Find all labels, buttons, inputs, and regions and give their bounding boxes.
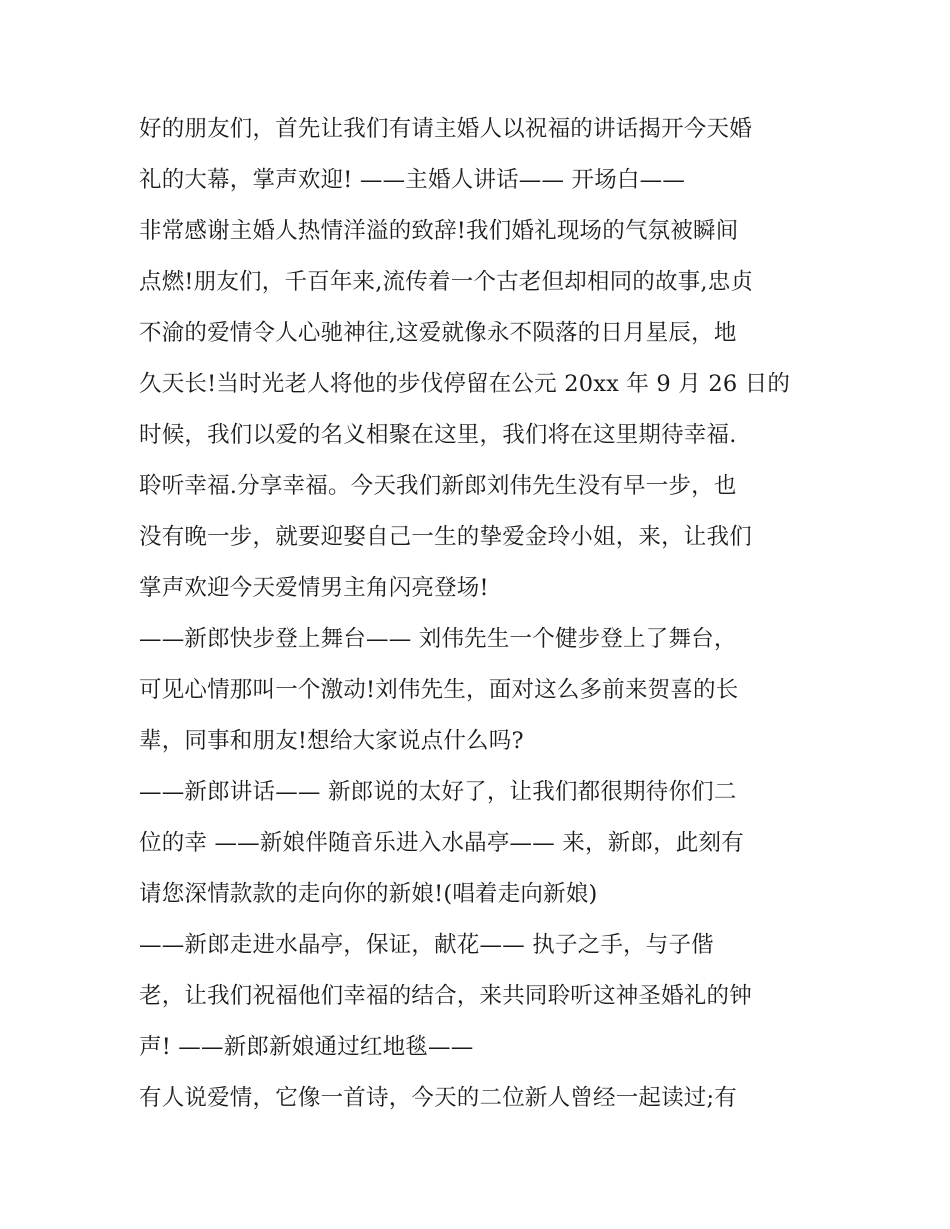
text-line: 不渝的爱情令人心驰神往,这爱就像永不陨落的日月星辰，地 [139, 320, 737, 346]
text-line: 礼的大幕，掌声欢迎! ——主婚人讲话—— 开场白—— [139, 167, 686, 193]
text-line: 有人说爱情，它像一首诗，今天的二位新人曾经一起读过;有 [139, 1085, 737, 1111]
text-line: ——新郎快步登上舞台—— 刘伟先生一个健步登上了舞台， [139, 626, 737, 652]
text-line: 请您深情款款的走向你的新娘!(唱着走向新娘) [139, 881, 598, 907]
text-line: 时候，我们以爱的名义相聚在这里，我们将在这里期待幸福. [139, 422, 737, 448]
text-line: 聆听幸福.分享幸福。今天我们新郎刘伟先生没有早一步，也 [139, 473, 737, 499]
text-line: 没有晚一步，就要迎娶自己一生的挚爱金玲小姐，来，让我们 [139, 524, 752, 550]
text-line: 点燃!朋友们，千百年来,流传着一个古老但却相同的故事,忠贞 [139, 269, 754, 295]
text-line: 掌声欢迎今天爱情男主角闪亮登场! [139, 575, 489, 601]
text-line: 老，让我们祝福他们幸福的结合，来共同聆听这神圣婚礼的钟 [139, 983, 752, 1009]
text-line: 久天长!当时光老人将他的步伐停留在公元 20xx 年 9 月 26 日的 [139, 371, 791, 397]
text-line: ——新郎走进水晶亭，保证，献花—— 执子之手，与子偕 [139, 932, 714, 958]
document-body-text [139, 104, 829, 1124]
text-line: 可见心情那叫一个激动!刘伟先生，面对这么多前来贺喜的长 [139, 677, 739, 703]
text-line: 辈，同事和朋友!想给大家说点什么吗? [139, 728, 524, 754]
text-line: 声! ——新郎新娘通过红地毯—— [139, 1034, 474, 1060]
text-line: 非常感谢主婚人热情洋溢的致辞!我们婚礼现场的气氛被瞬间 [139, 218, 739, 244]
text-line: ——新郎讲话—— 新郎说的太好了，让我们都很期待你们二 [139, 779, 737, 805]
text-line: 位的幸 ——新娘伴随音乐进入水晶亭—— 来，新郎，此刻有 [139, 830, 744, 856]
text-line: 好的朋友们，首先让我们有请主婚人以祝福的讲话揭开今天婚 [139, 116, 752, 142]
